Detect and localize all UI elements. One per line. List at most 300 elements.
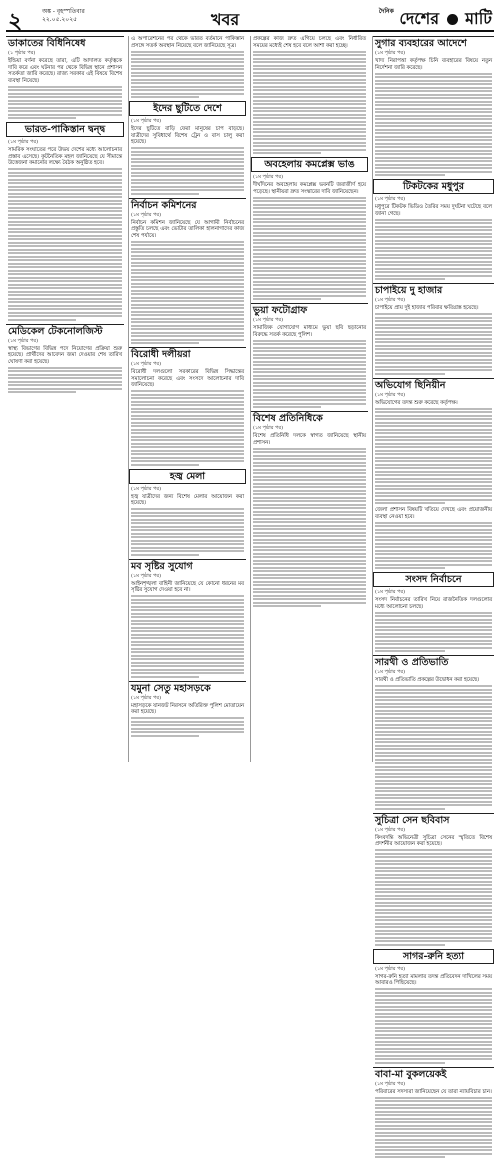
text-line (131, 432, 244, 434)
text-line (375, 536, 492, 538)
text-line (131, 662, 244, 664)
article-text: এ অপারেশনের পর থেকে ভারত বর্তমানে পাকিস্তান প্রসঙ্গে সতর্ক অবস্থান নিয়েছে বলে জানিয়েছে সূত্র। (129, 36, 246, 49)
text-line (375, 1104, 492, 1106)
text-line (253, 465, 366, 467)
text-line (375, 495, 492, 497)
text-line (253, 570, 366, 572)
article-body-lines (131, 595, 244, 678)
text-line (253, 246, 366, 248)
text-line (253, 511, 366, 513)
page-number: ২ (8, 4, 22, 41)
text-line (375, 696, 492, 698)
text-line (375, 647, 492, 649)
text-line (131, 536, 244, 538)
text-line (375, 522, 492, 524)
text-line (375, 1062, 445, 1064)
text-line (375, 502, 445, 504)
text-line (131, 450, 244, 452)
text-line (8, 266, 122, 268)
text-line (253, 131, 366, 133)
text-line (375, 525, 492, 527)
text-line (253, 406, 321, 408)
text-line (375, 748, 492, 750)
text-line (253, 560, 366, 562)
article-headline[interactable]: বাবা-মা বুকলয়েকই (373, 1067, 494, 1081)
text-line (253, 378, 366, 380)
text-line (253, 591, 366, 593)
text-line (131, 255, 244, 257)
masthead (6, 6, 494, 32)
text-line (131, 65, 244, 67)
text-line (131, 676, 199, 678)
text-line (375, 937, 492, 939)
text-line (131, 168, 244, 170)
text-line (375, 481, 492, 483)
text-line (375, 783, 492, 785)
article-byline: (১ পৃষ্ঠার পর) (6, 50, 124, 58)
article-byline: (১ম পৃষ্ঠার পর) (373, 589, 494, 597)
text-line (131, 279, 244, 281)
newspaper-page (6, 6, 494, 762)
text-line (8, 291, 122, 293)
article-text: স্বাস্থ্য বিভাগের বিভিন্ন পদে নিয়োগের প্রক্রিয়া শুরু হয়েছে। প্রার্থীদের আবেদন জমা দেওয়ার শেষ তারিখ ঘোষণা করা হয়েছে। (6, 346, 124, 366)
text-line (131, 75, 244, 77)
text-line (375, 1006, 492, 1008)
text-line (375, 132, 492, 134)
text-line (375, 233, 492, 235)
date-line-2: ২২.০৫.২০২৫ (42, 16, 85, 24)
article-body-lines (253, 51, 366, 155)
text-line (253, 249, 366, 251)
text-line (253, 403, 366, 405)
text-line (375, 275, 492, 277)
text-line (375, 940, 492, 942)
text-line (375, 944, 445, 946)
text-line (375, 1128, 492, 1130)
article-headline[interactable]: ভুয়া ফটোগ্রাফ (251, 303, 368, 317)
text-line (8, 312, 122, 314)
text-line (253, 149, 366, 151)
article-text: ইদের ছুটিতে বাড়ি ফেরা মানুষের চাপ বাড়ছে। যাত্রীদের সুবিধার্থে বিশেষ ট্রেন ও বাস চালু করা হয়েছে। (129, 126, 246, 146)
text-line (375, 1153, 492, 1155)
text-line (131, 58, 244, 60)
brand-left: দেশের (399, 9, 439, 28)
text-line (253, 274, 366, 276)
text-line (375, 766, 492, 768)
text-line (375, 1034, 492, 1036)
text-line (253, 469, 366, 471)
text-line (375, 853, 492, 855)
text-line (375, 174, 445, 176)
text-line (375, 801, 492, 803)
column-2 (128, 36, 246, 762)
article-headline[interactable]: ইদের ছুটিতে দেশে (129, 101, 246, 116)
text-line (375, 1027, 492, 1029)
text-line (253, 239, 366, 241)
article-body-lines (131, 390, 244, 466)
text-line (253, 232, 366, 234)
text-line (375, 432, 492, 434)
text-line (375, 884, 492, 886)
text-line (8, 273, 122, 275)
text-line (375, 755, 492, 757)
text-line (253, 86, 366, 88)
text-line (131, 54, 244, 56)
article-headline[interactable]: অভিযোগ ছিনিয়ীন (373, 378, 494, 392)
text-line (131, 526, 244, 528)
text-line (131, 540, 244, 542)
text-line (253, 211, 366, 213)
text-line (253, 145, 366, 147)
article-body-lines (375, 313, 492, 375)
article-headline[interactable]: বিশেষ প্রতিনিধিকে (251, 411, 368, 425)
text-line (253, 518, 366, 520)
article-headline[interactable]: সংসদ নির্বাচনে (373, 572, 494, 587)
text-line (131, 265, 244, 267)
text-line (131, 724, 244, 726)
text-line (375, 867, 492, 869)
text-line (131, 595, 244, 597)
text-line (131, 453, 244, 455)
text-line (131, 401, 244, 403)
text-line (131, 627, 244, 629)
text-line (375, 988, 492, 990)
text-line (375, 685, 492, 687)
article-headline[interactable]: সুচিত্রা সেন ছবিবাস (373, 813, 494, 827)
text-line (253, 82, 366, 84)
text-line (375, 1016, 492, 1018)
text-line (253, 100, 366, 102)
text-line (8, 377, 122, 379)
text-line (375, 992, 492, 994)
text-line (375, 415, 492, 417)
text-line (375, 912, 492, 914)
text-line (253, 486, 366, 488)
text-line (8, 114, 122, 116)
text-line (8, 207, 122, 209)
article-headline[interactable]: মব সৃষ্টির সুযোগ (129, 559, 246, 573)
text-line (375, 474, 492, 476)
text-line (253, 375, 366, 377)
text-line (253, 79, 366, 81)
article-headline[interactable]: হজ্ব মেলা (129, 469, 246, 484)
text-line (131, 72, 244, 74)
text-line (253, 364, 366, 366)
text-line (131, 644, 244, 646)
text-line (8, 391, 76, 393)
newspaper-brand (379, 6, 492, 33)
text-line (131, 394, 244, 396)
text-line (131, 325, 244, 327)
article-text: পরিবারের সদস্যরা জানিয়েছেন যে তারা ন্যায়বিচার চান। (373, 1089, 494, 1096)
text-line (253, 347, 366, 349)
text-line (375, 331, 492, 333)
text-line (131, 154, 244, 156)
text-line (253, 281, 366, 283)
text-line (375, 90, 492, 92)
text-line (8, 301, 122, 303)
article-body-lines (131, 508, 244, 556)
article-headline[interactable]: বিরোধী দলীয়রা (129, 347, 246, 361)
article (129, 36, 246, 98)
text-line (253, 399, 366, 401)
article-body-lines (375, 849, 492, 946)
text-line (375, 118, 492, 120)
text-line (131, 328, 244, 330)
text-line (131, 307, 244, 309)
text-line (375, 278, 445, 280)
text-line (131, 283, 244, 285)
article-headline[interactable]: নির্বাচন কমিশনের (129, 198, 246, 212)
text-line (375, 418, 492, 420)
text-line (375, 264, 492, 266)
article-text: প্রকল্পের কাজ দ্রুত এগিয়ে চলছে এবং নির্ধারিত সময়ের মধ্যেই শেষ হবে বলে আশা করা হচ্ছে। (251, 36, 368, 49)
text-line (375, 150, 492, 152)
article-headline[interactable]: মেডিকেল টেকনোলজিস্ট (6, 324, 124, 338)
text-line (375, 860, 492, 862)
article-text: ইন্ডিয়া বর্ণনা করেছে তারা, এটি আদালত কর্তৃত্বকে দাবি করে এবং ঘটনার পর থেকে বিভিন্ন স্থানে প্রশাসন সতর্কতা জারি করেছে। রাজ্য সরকার এই বিষয়ে বিশেষ ব্যবস্থা নিয়েছে। (6, 58, 124, 84)
article-text: সংসদ নির্বাচনের তারিখ নিয়ে রাজনৈতিক দলগুলোর মধ্যে আলোচনা চলছে। (373, 597, 494, 610)
text-line (375, 243, 492, 245)
text-line (131, 158, 244, 160)
text-line (375, 268, 492, 270)
text-line (375, 125, 492, 127)
text-line (131, 731, 244, 733)
text-line (8, 89, 122, 91)
text-line (253, 277, 366, 279)
text-line (375, 870, 492, 872)
text-line (131, 616, 244, 618)
text-line (131, 93, 244, 95)
text-line (375, 780, 492, 782)
article-headline[interactable]: ডাকাতের বিধিনিষেধ (6, 36, 124, 50)
text-line (375, 713, 492, 715)
article (373, 949, 494, 1064)
text-line (131, 293, 244, 295)
text-line (131, 300, 244, 302)
text-line (8, 298, 122, 300)
text-line (8, 315, 122, 317)
text-line (253, 598, 366, 600)
text-line (375, 485, 492, 487)
text-line (131, 554, 199, 556)
text-line (8, 96, 122, 98)
text-line (375, 891, 492, 893)
article-byline: (১ম পৃষ্ঠার পর) (6, 338, 124, 346)
text-line (375, 560, 492, 562)
text-line (375, 94, 492, 96)
text-line (131, 193, 199, 195)
text-line (375, 167, 492, 169)
text-line (253, 507, 366, 509)
text-line (253, 546, 366, 548)
text-line (131, 297, 244, 299)
article (373, 36, 494, 176)
text-line (131, 89, 244, 91)
text-line (131, 613, 244, 615)
text-line (375, 856, 492, 858)
text-line (375, 1023, 492, 1025)
text-line (8, 242, 122, 244)
text-line (253, 343, 366, 345)
text-line (375, 703, 492, 705)
columns (6, 36, 494, 762)
text-line (375, 139, 492, 141)
text-line (375, 720, 492, 722)
text-line (375, 710, 492, 712)
brand-right: মাটি (465, 9, 492, 28)
article-headline[interactable]: অবহেলায় কমপ্লেক্স ভাঙ (251, 157, 368, 172)
brand-globe-icon (447, 14, 458, 25)
text-line (8, 189, 122, 191)
article-text: কিংবদন্তি অভিনেত্রী সুচিত্রা সেনের স্মৃতিতে বিশেষ প্রদর্শনীর আয়োজন করা হয়েছে। (373, 835, 494, 848)
text-line (131, 79, 244, 81)
text-line (8, 370, 122, 372)
article-headline[interactable]: ভারত-পাকিস্তান দ্বন্দ্ব (6, 122, 124, 137)
text-line (253, 207, 366, 209)
text-line (131, 404, 244, 406)
article-byline: (১ম পৃষ্ঠার পর) (251, 174, 368, 182)
text-line (375, 373, 445, 375)
article (373, 1067, 494, 1158)
text-line (375, 229, 492, 231)
text-line (375, 492, 492, 494)
text-line (253, 556, 366, 558)
article-body-lines (131, 51, 244, 99)
text-line (131, 522, 244, 524)
text-line (253, 214, 366, 216)
date-line-1: অঙ্ক - বৃহস্পতিবার (42, 8, 85, 16)
text-line (253, 371, 366, 373)
text-line (253, 581, 366, 583)
text-line (375, 313, 492, 315)
text-line (375, 362, 492, 364)
text-line (253, 142, 366, 144)
article-text: সাগর-রুনি হত্যা মামলার তদন্ত প্রতিবেদন দাখিলের সময় আবারও পিছিয়েছে। (373, 974, 494, 987)
article-headline[interactable]: সারথী ও প্রতিভাতি (373, 655, 494, 669)
text-line (131, 182, 244, 184)
article (129, 101, 246, 195)
text-line (375, 446, 492, 448)
text-line (375, 769, 492, 771)
text-line (375, 443, 492, 445)
text-line (375, 226, 492, 228)
text-line (375, 636, 492, 638)
text-line (375, 1097, 492, 1099)
text-line (8, 182, 122, 184)
text-line (131, 151, 244, 153)
text-line (253, 89, 366, 91)
text-line (253, 221, 366, 223)
text-line (375, 422, 492, 424)
article-byline: (১ম পৃষ্ঠার পর) (129, 486, 246, 494)
text-line (253, 291, 366, 293)
text-line (253, 68, 366, 70)
article-headline[interactable]: সুগার ব্যবহারের আদেশে (373, 36, 494, 50)
text-line (131, 634, 244, 636)
text-line (131, 276, 244, 278)
text-line (253, 497, 366, 499)
text-line (375, 429, 492, 431)
text-line (375, 1013, 492, 1015)
text-line (8, 252, 122, 254)
text-line (8, 381, 122, 383)
text-line (253, 253, 366, 255)
text-line (375, 995, 492, 997)
article-headline[interactable]: সাগর-রুনি হত্যা (373, 949, 494, 964)
article-byline: (১ম পৃষ্ঠার পর) (373, 297, 494, 305)
text-line (253, 479, 366, 481)
article-headline[interactable]: যমুনা সেতু মহাসড়কে (129, 681, 246, 695)
text-line (131, 175, 244, 177)
text-line (375, 478, 492, 480)
text-line (8, 245, 122, 247)
text-line (131, 390, 244, 392)
text-line (375, 1118, 492, 1120)
text-line (375, 629, 492, 631)
text-line (375, 122, 492, 124)
text-line (253, 361, 366, 363)
article-text: মহাসড়কে যানজট নিরসনে অতিরিক্ত পুলিশ মোতায়েন করা হয়েছে। (129, 703, 246, 716)
text-line (253, 577, 366, 579)
text-line (375, 752, 492, 754)
text-line (131, 244, 244, 246)
text-line (375, 1009, 492, 1011)
text-line (131, 415, 244, 417)
article-byline: (১ম পৃষ্ঠার পর) (373, 1081, 494, 1089)
text-line (253, 567, 366, 569)
article-headline[interactable]: চাপাইয়ে দু হাজার (373, 283, 494, 297)
article-headline[interactable]: টিকটকের মধুপুর (373, 179, 494, 194)
text-line (375, 460, 492, 462)
article-text: বিশেষ প্রতিনিধি দলকে স্বাগত জানিয়েছে স্থানীয় প্রশাসন। (251, 433, 368, 446)
text-line (253, 218, 366, 220)
text-line (375, 741, 492, 743)
text-line (8, 221, 122, 223)
text-line (375, 787, 492, 789)
text-line (375, 1044, 492, 1046)
text-line (375, 898, 492, 900)
article (129, 469, 246, 556)
text-line (8, 280, 122, 282)
text-line (131, 258, 244, 260)
text-line (131, 311, 244, 313)
text-line (8, 107, 122, 109)
text-line (131, 68, 244, 70)
text-line (253, 521, 366, 523)
article-text: আইনশৃঙ্খলা বাহিনী জানিয়েছে যে কোনো ধরনের মব সৃষ্টির সুযোগ দেওয়া হবে না। (129, 581, 246, 594)
text-line (375, 1048, 492, 1050)
text-line (253, 588, 366, 590)
article-body-lines (375, 73, 492, 177)
text-line (375, 136, 492, 138)
text-line (8, 256, 122, 258)
text-line (131, 436, 244, 438)
text-line (253, 200, 366, 202)
text-line (375, 923, 492, 925)
text-line (131, 658, 244, 660)
text-line (375, 1132, 492, 1134)
text-line (375, 895, 492, 897)
article-byline: (১ম পৃষ্ঠার পর) (251, 425, 368, 433)
text-line (253, 128, 366, 130)
text-line (8, 384, 122, 386)
text-line (375, 553, 492, 555)
text-line (131, 672, 244, 674)
text-line (253, 563, 366, 565)
text-line (131, 161, 244, 163)
text-line (131, 515, 244, 517)
